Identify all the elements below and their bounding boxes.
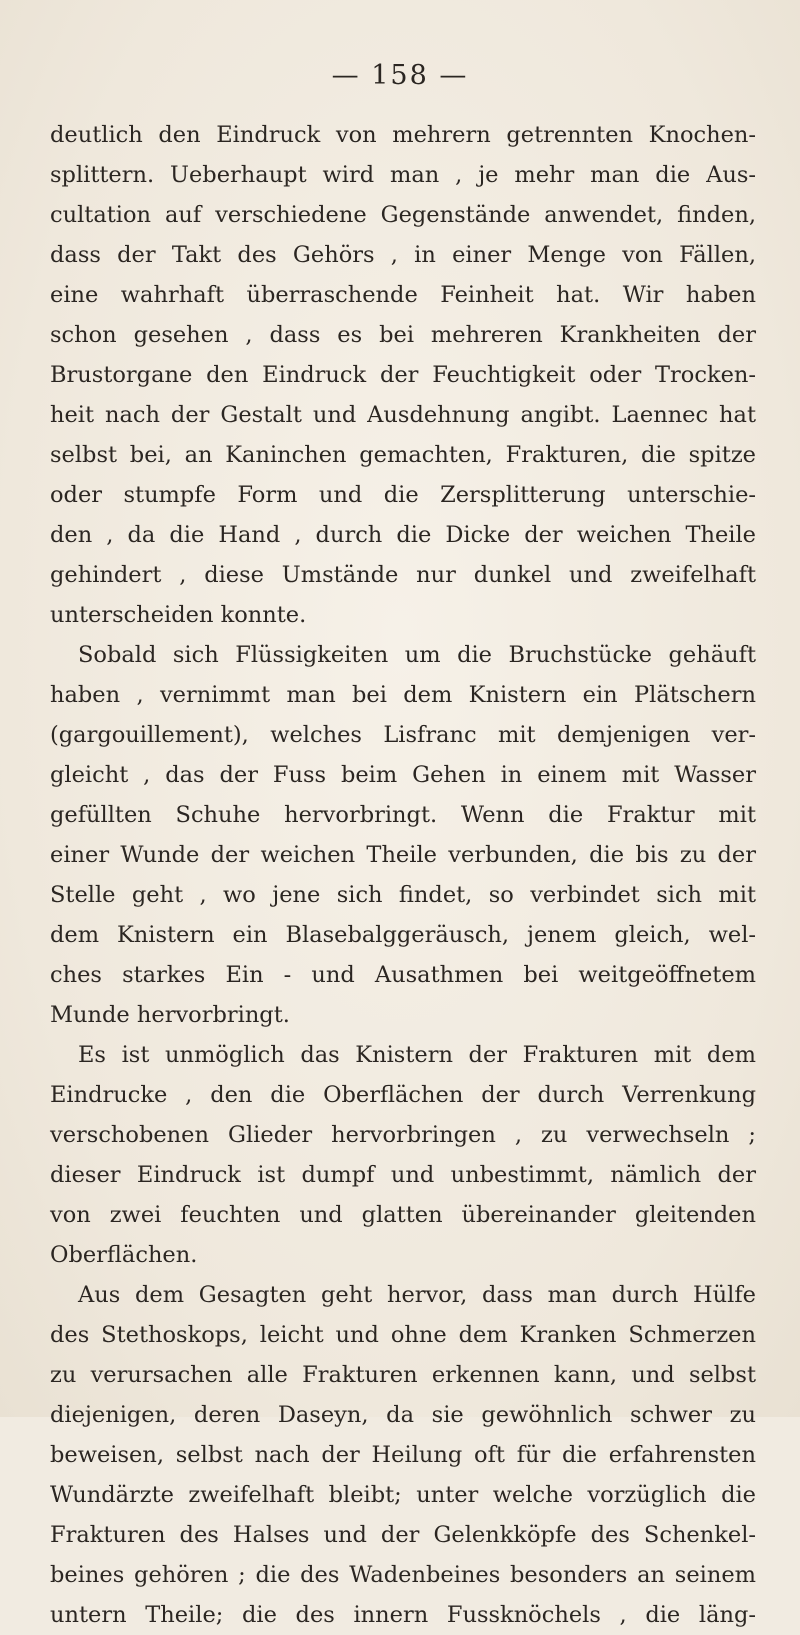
text-line: Wundärzte zweifelhaft bleibt; unter welche vorzüglich die [50, 1482, 756, 1508]
body-text [50, 115, 756, 1635]
text-line: selbst bei, an Kaninchen gemachten, Frakturen, die spitze [50, 442, 756, 468]
text-line: deutlich den Eindruck von mehrern getrennten Knochen- [50, 122, 756, 148]
text-line: zu verursachen alle Frakturen erkennen kann, und selbst [50, 1362, 756, 1388]
text-line: Aus dem Gesagten geht hervor, dass man durch Hülfe [78, 1282, 756, 1308]
text-line: verschobenen Glieder hervorbringen , zu verwechseln ; [50, 1122, 756, 1148]
text-line: eine wahrhaft überraschende Feinheit hat. Wir haben [50, 282, 756, 308]
text-line: Brustorgane den Eindruck der Feuchtigkeit oder Trocken- [50, 362, 756, 388]
text-line: haben , vernimmt man bei dem Knistern ein Plätschern [50, 682, 756, 708]
text-line: Oberflächen. [50, 1242, 198, 1268]
text-line: diejenigen, deren Daseyn, da sie gewöhnlich schwer zu [50, 1402, 756, 1428]
text-line: beweisen, selbst nach der Heilung oft für die erfahrensten [50, 1442, 756, 1468]
text-line: untern Theile; die des innern Fussknöchels , die läng- [50, 1602, 756, 1628]
text-line: gefüllten Schuhe hervorbringt. Wenn die Fraktur mit [50, 802, 756, 828]
text-line: heit nach der Gestalt und Ausdehnung angibt. Laennec hat [50, 402, 756, 428]
page-number: — 158 — [331, 60, 469, 91]
text-line: Es ist unmöglich das Knistern der Frakturen mit dem [78, 1042, 756, 1068]
text-line: gleicht , das der Fuss beim Gehen in einem mit Wasser [50, 762, 756, 788]
text-line: oder stumpfe Form und die Zersplitterung unterschie- [50, 482, 756, 508]
text-line: ches starkes Ein - und Ausathmen bei weitgeöffnetem [50, 962, 756, 988]
text-line: (gargouillement), welches Lisfranc mit demjenigen ver- [50, 722, 756, 748]
text-line: schon gesehen , dass es bei mehreren Krankheiten der [50, 322, 756, 348]
text-line: Sobald sich Flüssigkeiten um die Bruchstücke gehäuft [78, 642, 756, 668]
text-line: Frakturen des Halses und der Gelenkköpfe des Schenkel- [50, 1522, 756, 1548]
text-line: beines gehören ; die des Wadenbeines besonders an seinem [50, 1562, 756, 1588]
text-line: dieser Eindruck ist dumpf und unbestimmt, nämlich der [50, 1162, 756, 1188]
text-line: des Stethoskops, leicht und ohne dem Kranken Schmerzen [50, 1322, 756, 1348]
text-line: cultation auf verschiedene Gegenstände anwendet, finden, [50, 202, 756, 228]
text-line: Stelle geht , wo jene sich findet, so verbindet sich mit [50, 882, 756, 908]
text-line: dem Knistern ein Blasebalggeräusch, jenem gleich, wel- [50, 922, 756, 948]
text-line: einer Wunde der weichen Theile verbunden, die bis zu der [50, 842, 756, 868]
text-line: Eindrucke , den die Oberflächen der durch Verrenkung [50, 1082, 756, 1108]
text-line: von zwei feuchten und glatten übereinander gleitenden [50, 1202, 756, 1228]
text-line: Munde hervorbringt. [50, 1002, 290, 1028]
text-line: unterscheiden konnte. [50, 602, 307, 628]
text-line: gehindert , diese Umstände nur dunkel und zweifelhaft [50, 562, 756, 588]
text-line: dass der Takt des Gehörs , in einer Menge von Fällen, [50, 242, 756, 268]
text-line: splittern. Ueberhaupt wird man , je mehr man die Aus- [50, 162, 756, 188]
text-line: den , da die Hand , durch die Dicke der weichen Theile [50, 522, 756, 548]
